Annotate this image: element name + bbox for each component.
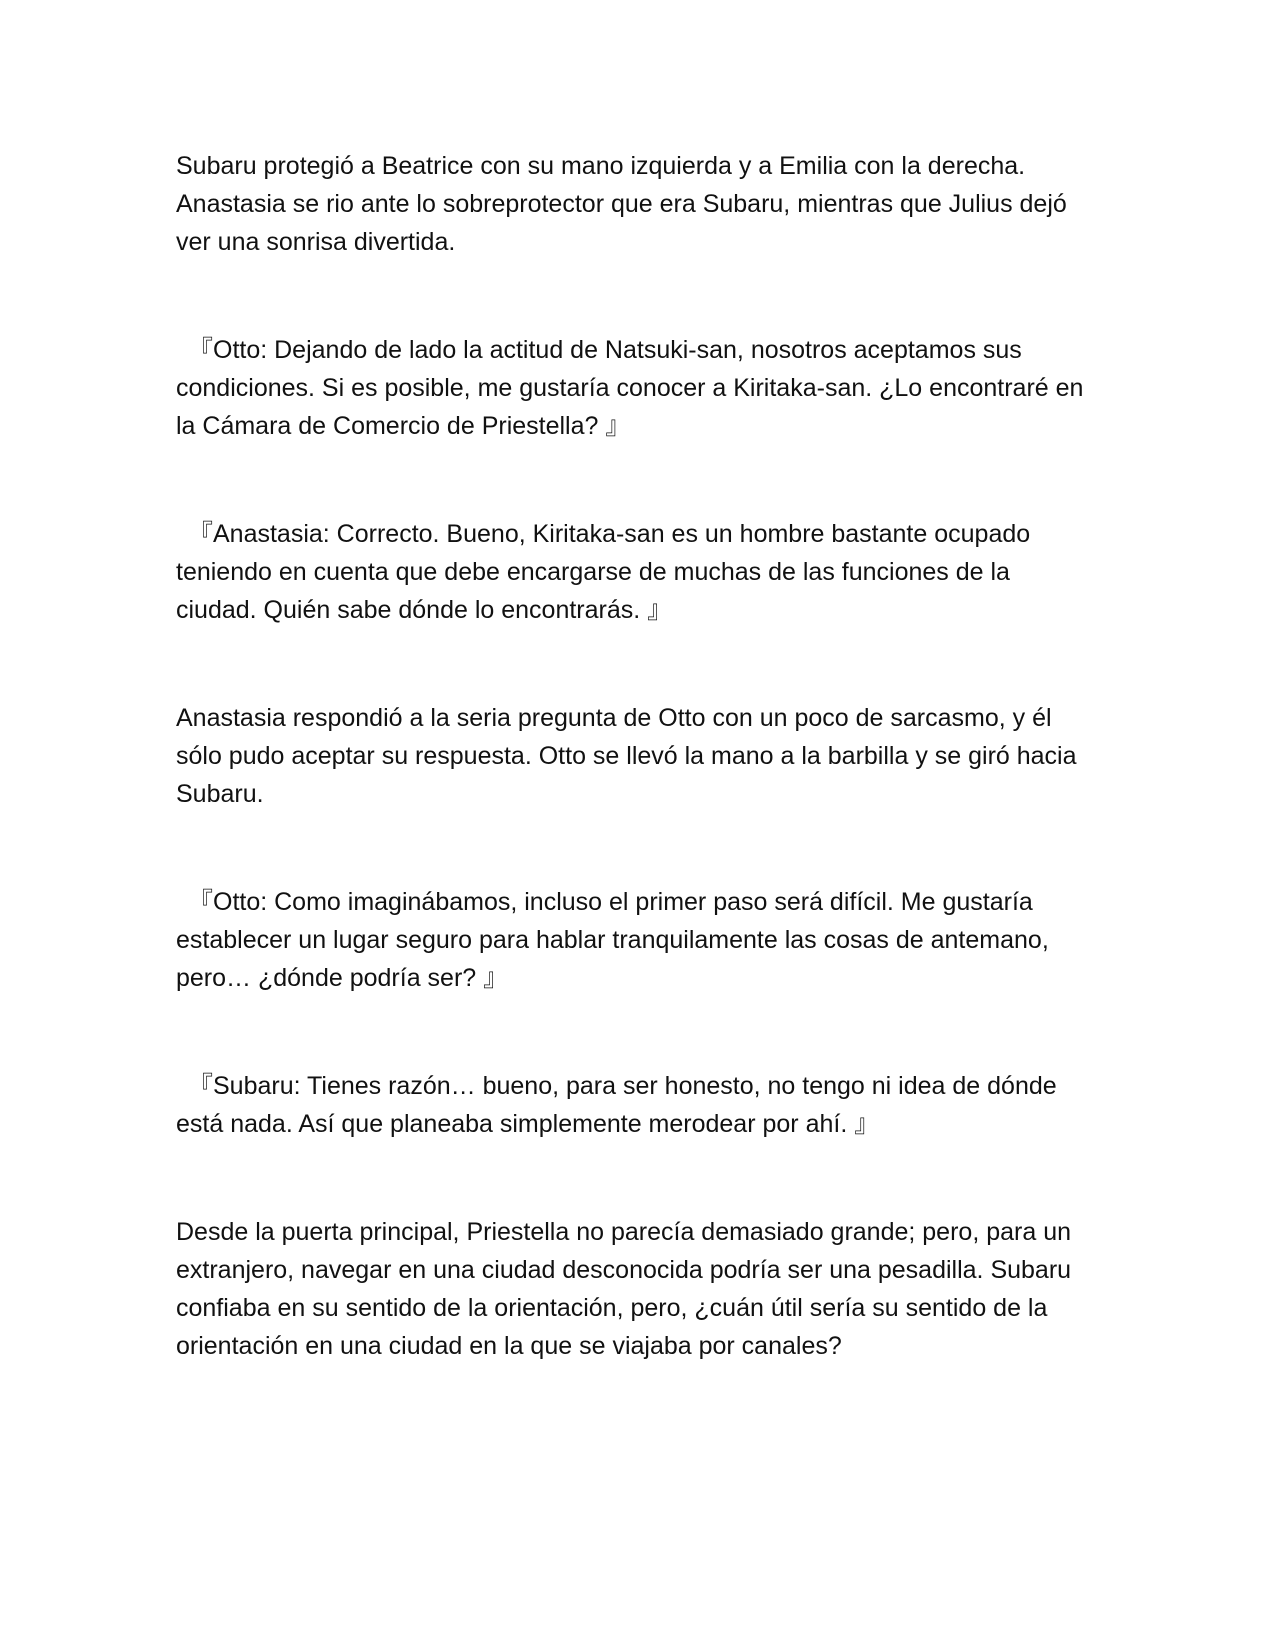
dialogue-subaru-1: 『Subaru: Tienes razón… bueno, para ser honesto, no tengo ni idea de dónde está nada. Así que planeaba simplemente merodear por ahí. 』 — [176, 1072, 1057, 1138]
narration-paragraph-2: Anastasia respondió a la seria pregunta de Otto con un poco de sarcasmo, y él sólo pudo aceptar su respuesta. Otto se llevó la mano a la barbilla y se giró hacia Subaru. — [176, 704, 1077, 808]
dialogue-otto-2: 『Otto: Como imaginábamos, incluso el primer paso será difícil. Me gustaría establecer un lugar seguro para hablar tranquilamente las cosas de antemano, pero… ¿dónde podría ser? 』 — [176, 888, 1049, 992]
document-body — [176, 147, 1096, 1365]
dialogue-otto-1: 『Otto: Dejando de lado la actitud de Natsuki-san, nosotros aceptamos sus condiciones. Si es posible, me gustaría conocer a Kiritaka-san. ¿Lo encontraré en la Cámara de Comercio de Priestella? 』 — [176, 336, 1084, 440]
narration-paragraph-1: Subaru protegió a Beatrice con su mano izquierda y a Emilia con la derecha. Anastasia se rio ante lo sobreprotector que era Subaru, mientras que Julius dejó ver una sonrisa divertida. — [176, 152, 1067, 256]
dialogue-anastasia-1: 『Anastasia: Correcto. Bueno, Kiritaka-san es un hombre bastante ocupado teniendo en cuenta que debe encargarse de muchas de las funciones de la ciudad. Quién sabe dónde lo encontrarás. 』 — [176, 520, 1031, 624]
narration-paragraph-3: Desde la puerta principal, Priestella no parecía demasiado grande; pero, para un extranjero, navegar en una ciudad desconocida podría ser una pesadilla. Subaru confiaba en su sentido de la orientación, pero, ¿cuán útil sería su sentido de la orientación en una ciudad en la que se viajaba por canales? — [176, 1218, 1072, 1360]
